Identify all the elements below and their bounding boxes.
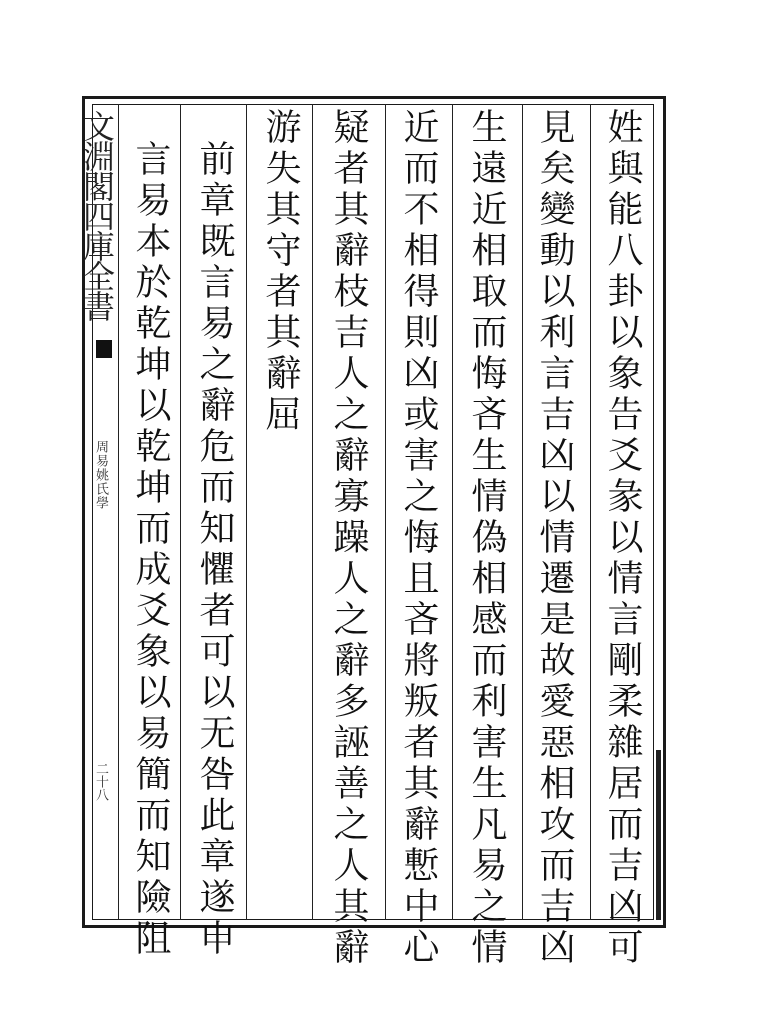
text-column-7: 前章既言易之辭危而知懼者可以无咎此章遂申 (194, 140, 235, 960)
text-column-4: 近而不相得則凶或害之悔且吝將叛者其辭慙中心 (398, 108, 439, 969)
book-title: 文淵閣四庫全書 (78, 110, 116, 320)
text-column-1: 姓與能八卦以象告爻彖以情言剛柔雜居而吉凶可 (602, 108, 643, 969)
text-column-5: 疑者其辭枝吉人之辭寡躁人之辭多誣善之人其辭 (328, 108, 369, 969)
column-rule (246, 104, 247, 920)
book-subtitle: 周易姚氏學 (93, 440, 108, 510)
text-column-8: 言易本於乾坤以乾坤而成爻象以易簡而知險阻 (130, 140, 171, 960)
text-column-3: 生遠近相取而悔吝生情偽相感而利害生凡易之情 (466, 108, 507, 969)
text-column-2: 見矣變動以利言吉凶以情遷是故愛惡相攻而吉凶 (534, 108, 575, 969)
fish-tail-mark (96, 340, 112, 358)
column-rule (452, 104, 453, 920)
column-rule (180, 104, 181, 920)
text-column-6: 游失其守者其辭屈 (260, 108, 301, 436)
column-rule (385, 104, 386, 920)
page-number: 二十八 (93, 762, 108, 801)
edge-mark (656, 750, 661, 920)
column-rule (590, 104, 591, 920)
column-rule (522, 104, 523, 920)
column-rule (312, 104, 313, 920)
